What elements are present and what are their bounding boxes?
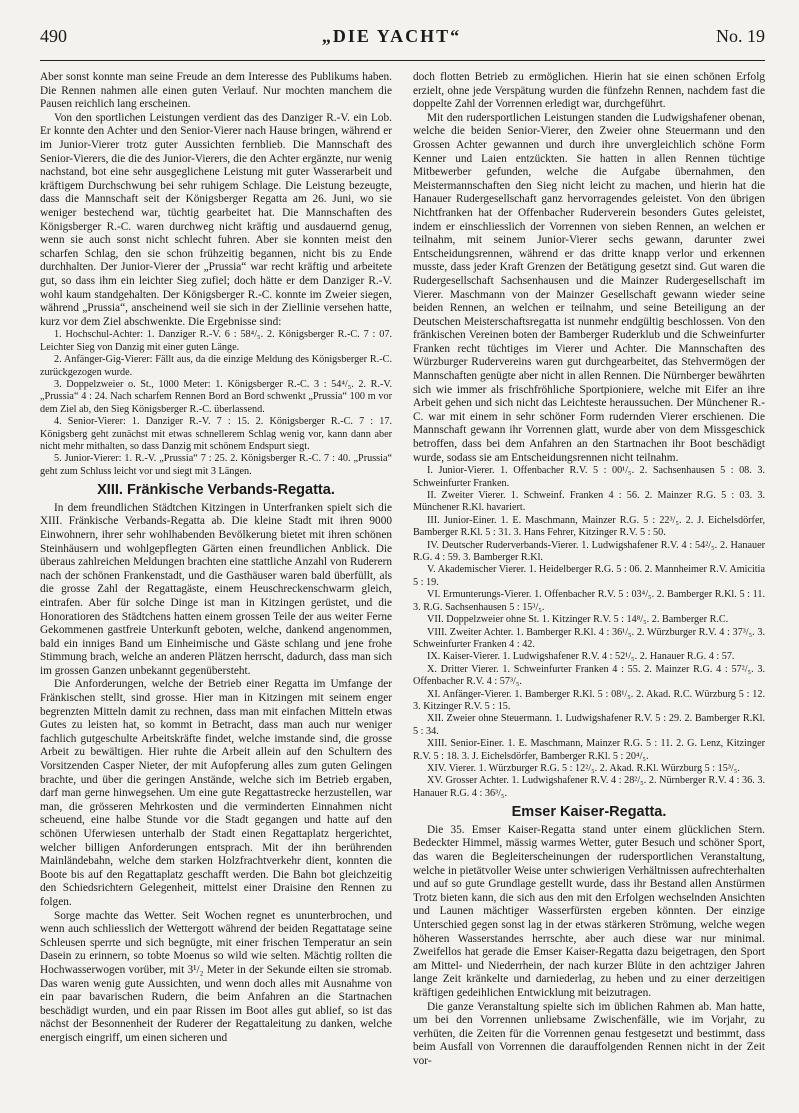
- result-item: I. Junior-Vierer. 1. Offenbacher R.V. 5 : 00¹/₅. 2. Sachsenhausen 5 : 08. 3. Schweinfurter Franken.: [413, 465, 765, 489]
- result-item: XIII. Senior-Einer. 1. E. Maschmann, Mainzer R.G. 5 : 11. 2. G. Lenz, Kitzinger R.V. 5 : 18. 3. J. Eichelsdörfer, Bamberger R.Kl. 5 : 20⁴/₅.: [413, 738, 765, 762]
- header-rule: [40, 60, 765, 61]
- result-item: VIII. Zweiter Achter. 1. Bamberger R.Kl. 4 : 36¹/₅. 2. Würzburger R.V. 4 : 37³/₅. 3. Schweinfurter Franken 4 : 42.: [413, 626, 765, 650]
- journal-title: „DIE YACHT“: [321, 26, 462, 46]
- result-item: XIV. Vierer. 1. Würzburger R.G. 5 : 12²/₅. 2. Akad. R.Kl. Würzburg 5 : 15³/₅.: [427, 762, 740, 774]
- result-item: II. Zweiter Vierer. 1. Schweinf. Franken 4 : 56. 2. Mainzer R.G. 5 : 03. 3. Münchener R.Kl. havariert.: [413, 490, 765, 514]
- result-item: 5. Junior-Vierer: 1. R.-V. „Prussia“ 7 : 25. 2. Königsberger R.-C. 7 : 40. „Prussia“ geht zum Schluss leicht vor und siegt mit 3 Längen.: [40, 453, 392, 477]
- result-item: 1. Hochschul-Achter: 1. Danziger R.-V. 6 : 58⁴/₅. 2. Königsberger R.-C. 7 : 07. Leichter Sieg von Danzig mit einer guten Länge.: [40, 329, 392, 353]
- paragraph: doch flotten Betrieb zu ermöglichen. Hierin hat sie einen schönen Erfolg erzielt, ohne jede Verspätung wurden die fünfzehn Rennen, nachdem fast die doppelte Zahl der Vorrennen erledigt war, durchgeführt.: [413, 71, 765, 111]
- result-item: VI. Ermunterungs-Vierer. 1. Offenbacher R.V. 5 : 03⁴/₅. 2. Bamberger R.Kl. 5 : 11. 3. R.G. Sachsenhausen 5 : 15³/₅.: [413, 589, 765, 613]
- result-item: 3. Doppelzweier o. St., 1000 Meter: 1. Königsberger R.-C. 3 : 54⁴/₅. 2. R.-V. „Prussia“ 4 : 24. Nach scharfem Rennen Bord an Bord schwenkt „Prussia“ 100 m vor dem Ziel ab, den Sieg Königsberger R.-C. überlassend.: [40, 378, 392, 415]
- paragraph: In dem freundlichen Städtchen Kitzingen in Unterfranken spielt sich die XIII. Fränkische Verbands-Regatta ab. Die kleine Stadt mit ihren 9000 Einwohnern, ihrer sehr wohlhabenden Bevölkerung bietet mit ihren schönen Steinhäusern und wohlgepflegten Gärten einen freundlichen Anblick. Die überaus zahlreichen Meldungen brachten eine stattliche Anzahl von Ruderern nach der schönen Frankenstadt, und die Gasthäuser waren bald überfüllt, als die grosse Zahl der Regattagäste, einem Heuschreckenschwarm gleich, eintrafen. Aber für solche Dinge ist man in Kitzingen gerüstet, und die Honoratioren des Städtchens hatten einem grossen Teile der aus weiter Ferne Gekommenen gastfreie Unterkunft geboten, welche, dankend angenommen, bald ein inniges Band um Einheimische und Gäste schlang und jene frohe Stimmung brach, welche an anderen Plätzen herrscht, dadurch, dass man sich im grossen Ganzen unbekannt gegenübersteht.: [40, 501, 392, 677]
- paragraph: Sorge machte das Wetter. Seit Wochen regnet es ununterbrochen, und wenn auch schliesslich der Wettergott während der beiden Regattatage seine Schleusen sperrte und sich begnügte, mit einer frischen Temperatur an sein Dasein zu erinnern, so tobte Moenus so wild wie selten. Mächtig rollten die Hochwasserwogen vorüber, mit 3¹/₂ Meter in der Sekunde eilten sie stromab. Das waren wenig gute Aussichten, und wenn doch alles mit Ausnahme von ein paar bavarischen Rudern, die beim Anfahren an die Startnachen beschädigt wurden, und ein paar Rissen im Boot alles gut ablief, so ist das nächst der Besonnenheit der Ruderer der Regattaleitung zu danken, welche energisch eingriff, um einen sicheren und: [40, 909, 392, 1044]
- result-item: 2. Anfänger-Gig-Vierer: Fällt aus, da die einzige Meldung des Königsberger R.-C. zurückgezogen wurde.: [40, 354, 392, 378]
- page-number: 490: [40, 26, 67, 46]
- result-item: IV. Deutscher Ruderverbands-Vierer. 1. Ludwigshafener R.V. 4 : 54²/₅. 2. Hanauer R.G. 4 : 59. 3. Bamberger R.Kl.: [413, 539, 765, 564]
- result-item: XI. Anfänger-Vierer. 1. Bamberger R.Kl. 5 : 08¹/₅. 2. Akad. R.C. Würzburg 5 : 12. 3. Kitzinger R.V. 5 : 15.: [413, 688, 765, 712]
- paragraph: Von den sportlichen Leistungen verdient das des Danziger R.-V. ein Lob. Er konnte den Achter und den Senior-Vierer nach Hause bringen, während er im Junior-Vierer trotz guter Aussichten fernblieb. Die Mannschaft des Senior-Vierers, die die des Junior-Vierers, die den Achter ergänzte, nur wenig nachstand, bot eine sehr ausgeglichene Leistung mit guter Wasserarbeit und kräftigem Durchschwung bei sehr ruhigem Schlage. Die Leistung bezeugte, dass die Mannschaft seit der Königsberger Regatta am 26. Juni, wo sie weniger bestechend war, tüchtig gearbeitet hat. Die Mannschaften des Königsberger R.-C. waren durchweg nicht kräftig und ausdauernd genug, wenn sie auch sonst nicht schlecht fuhren. Aber sie konnten meist den scharfen Schlag, den sie schon frühzeitig begannen, nicht bis zu Ende durchhalten. Der Junior-Vierer der „Prussia“ war recht kräftig und arbeitete gut, so dass ihm ein leichter Sieg zufiel; doch hätte er dem Danziger R.-V. wohl kaum standgehalten. Der Königsberger R.-C. konnte im Zweier siegen, während „Prussia“, anscheinend weil sie sich in der Ziellinie versehen hatte, kurz vor dem Ziel abschwenkte. Die Ergebnisse sind:: [40, 111, 392, 328]
- paragraph: Die ganze Veranstaltung spielte sich im üblichen Rahmen ab. Man hatte, um bei den Vorrennen unliebsame Zwischenfälle, wie im Vorjahr, zu verhüten, die Zeiten für die Vorrennen genau festgesetzt und bestimmt, dass beim Ausfall von Vorrennen die darauffolgenden Rennen nicht in der Zeit vor-: [413, 1000, 765, 1067]
- result-item: 4. Senior-Vierer: 1. Danziger R.-V. 7 : 15. 2. Königsberger R.-C. 7 : 17. Königsberg geht zunächst mit etwas schnellerem Schlag wenig vor, kann dann aber nicht mehr mithalten, so dass Danzig mit schönem Endspurt siegt.: [40, 416, 392, 452]
- paragraph: Die Anforderungen, welche der Betrieb einer Regatta im Umfange der Fränkischen stellt, sind grosse. Hier man in Kitzingen mit seinem enger begrenzten Mitteln damit zu rechnen, dass man mit einfachen Mitteln etwas Gutes zu leisten hat, so kommt in Betracht, dass man auch nur weniger fachlich gutgeschulte Arbeitskräfte findet, welche imstande sind, die grosse Arbeit zu bewältigen. Hier ruhte die Arbeit allein auf den Schultern des Vorsitzenden Casper Nieter, der mit Aufopferung alles zum guten Gelingen brachte, und über die geringen Anstände, welche sich im Betrieb ergaben, darf man gerne hinwegsehen. Um eine gute Regattastrecke herzustellen, war man, die grösseren Mehrkosten und die verminderten Einnahmen nicht scheuend, eine halbe Stunde vor die Stadt gegangen und hatte auf den schönen Uferwiesen unterhalb der Stadt einen Regattaplatz hergerichtet, welcher billigen Anforderungen entsprach. Mit der ihn berührenden Mainländebahn, welche dem starken Holzfrachtverkehr dient, konnten die Boote bis auf den Regattaplatz geschafft werden. Die Bahn bot gleichzeitig den Schiedsrichtern Gelegenheit, mittelst einer Draisine den Rennen zu folgen.: [40, 678, 392, 908]
- right-column: [413, 71, 765, 1068]
- result-item: X. Dritter Vierer. 1. Schweinfurter Franken 4 : 55. 2. Mainzer R.G. 4 : 57²/₅. 3. Offenbacher R.V. 4 : 57³/₅.: [413, 663, 765, 688]
- paragraph: Aber sonst konnte man seine Freude an dem Interesse des Publikums haben. Die Rennen nahmen alle einen guten Verlauf. Nur mochten manchem die Pausen reichlich lang erscheinen.: [40, 71, 392, 111]
- result-item: V. Akademischer Vierer. 1. Heidelberger R.G. 5 : 06. 2. Mannheimer R.V. Amicitia 5 : 19.: [413, 564, 765, 588]
- result-item: IX. Kaiser-Vierer. 1. Ludwigshafener R.V. 4 : 52¹/₅. 2. Hanauer R.G. 4 : 57.: [427, 651, 735, 663]
- section-heading: Emser Kaiser-Regatta.: [511, 804, 667, 821]
- result-item: XII. Zweier ohne Steuermann. 1. Ludwigshafener R.V. 5 : 29. 2. Bamberger R.Kl. 5 : 34.: [413, 713, 765, 737]
- paragraph: Die 35. Emser Kaiser-Regatta stand unter einem glücklichen Stern. Bedeckter Himmel, mässig warmes Wetter, guter Besuch und schöner Sport, das waren die Begleiterscheinungen der rudersportlichen Veranstaltung, welche in pietätvoller Weise unter schwierigen Verhältnissen aufrechterhalten und auf so gute Grundlage gestellt wurde, dass ihr Bestand allen Anstürmen Trotz bieten kann, die sich aus den mit den Erfolgen wechselnden Ansichten und Launen mächtiger Wasserfürsten ergeben könnten. Der einzige Unterschied gegen sonst lag in der etwas stärkeren Strömung, welche wegen höheren Wasserstandes herrschte, aber auch diese war nur minimal. Zweifellos hat gerade die Emser Kaiser-Regatta dazu beigetragen, den Sport am Mittel- und Niederrhein, der nach kurzer Blüte in den achtziger Jahren lange Zeit kränkelte und darniederlag, zu heben und zu einer derzeitigen kräftigen gedeihlichen Entwicklung mit beizutragen.: [413, 823, 765, 999]
- result-item: III. Junior-Einer. 1. E. Maschmann, Mainzer R.G. 5 : 22³/₅. 2. J. Eichelsdörfer, Bamberger R.Kl. 5 : 31. 3. Hans Fehrer, Kitzinger R.V. 5 : 50.: [413, 514, 765, 539]
- running-header: [40, 26, 765, 50]
- results-list: [413, 465, 765, 800]
- result-item: XV. Grosser Achter. 1. Ludwigshafener R.V. 4 : 28²/₅. 2. Nürnberger R.V. 4 : 36. 3. Hanauer R.G. 4 : 36³/₅.: [413, 775, 765, 799]
- result-item: VII. Doppelzweier ohne St. 1. Kitzinger R.V. 5 : 14⁸/₅. 2. Bamberger R.C.: [427, 614, 729, 626]
- left-column: [40, 71, 392, 1068]
- paragraph: Mit den rudersportlichen Leistungen standen die Ludwigshafener obenan, welche die beiden Senior-Vierer, den Zweier ohne Steuermann und den Grossen Achter gewannen und durch ihre unvergleichlich schöne Form Kenner und Laien entzückten. Sie hatten in allen Rennen tüchtige Mitbewerber gefunden, welche die Aufgabe übernahmen, den Meistermannschaften den Sieg nicht leicht zu machen, und hierin hat die Hanauer Rudergesellschaft ganz hervorragendes geleistet. Von den übrigen Nichtfranken hat der Offenbacher Ruderverein besonders Gutes geleistet, indem er einschliesslich der Vorrennen von sieben Rennen, an welchen er teilnahm, mit seinem Junior-Vierer sechs gewann, darunter zwei Entscheidungsrennen, während er das dritte knapp verlor und erkennen musste, dass jeder Kraft Grenzen der Betätigung gesetzt sind. Gut waren die Rudergesellschaft Sachsenhausen und die Mainzer Rudergesellschaft im Vierer. Maschmann von der Mainzer Gesellschaft gewann wieder seine beiden Rennen, an welchen er teilnahm, und seine Beteiligung an der Deutschen Meisterschaftsregatta ist nunmehr endgültig beschlossen. Von den fränkischen Vereinen boten der Bamberger Ruderklub und die Schweinfurter Franken recht tüchtiges im Vierer und Achter. Die Mannschaften des Würzburger Rudervereins waren gut durchgearbeitet, das Stehvermögen der Mannschaften genügte aber nicht in allen Rennen. Die Nürnberger bewährten sich wie immer als frischfröhliche Sportpioniere, welche mit Eifer an ihre Arbeit gehen und sich nicht das Leichteste heraussuchen. Der Münchener R.-C. war mit einem in sehr schöner Form rudernden Vierer erschienen. Die Mannschaft gewann ihr Vorrennen glatt, wurde aber von dem Missgeschick betroffen, dass bei dem Anfahren an den Startnachen ihr Boot beschädigt wurde, sodass sie am Entscheidungsrennen nicht teilnahm.: [413, 111, 765, 464]
- results-list: [40, 329, 392, 478]
- columns: [40, 71, 765, 1068]
- section-heading: XIII. Fränkische Verbands-Regatta.: [97, 482, 335, 499]
- issue-number: No. 19: [715, 26, 765, 46]
